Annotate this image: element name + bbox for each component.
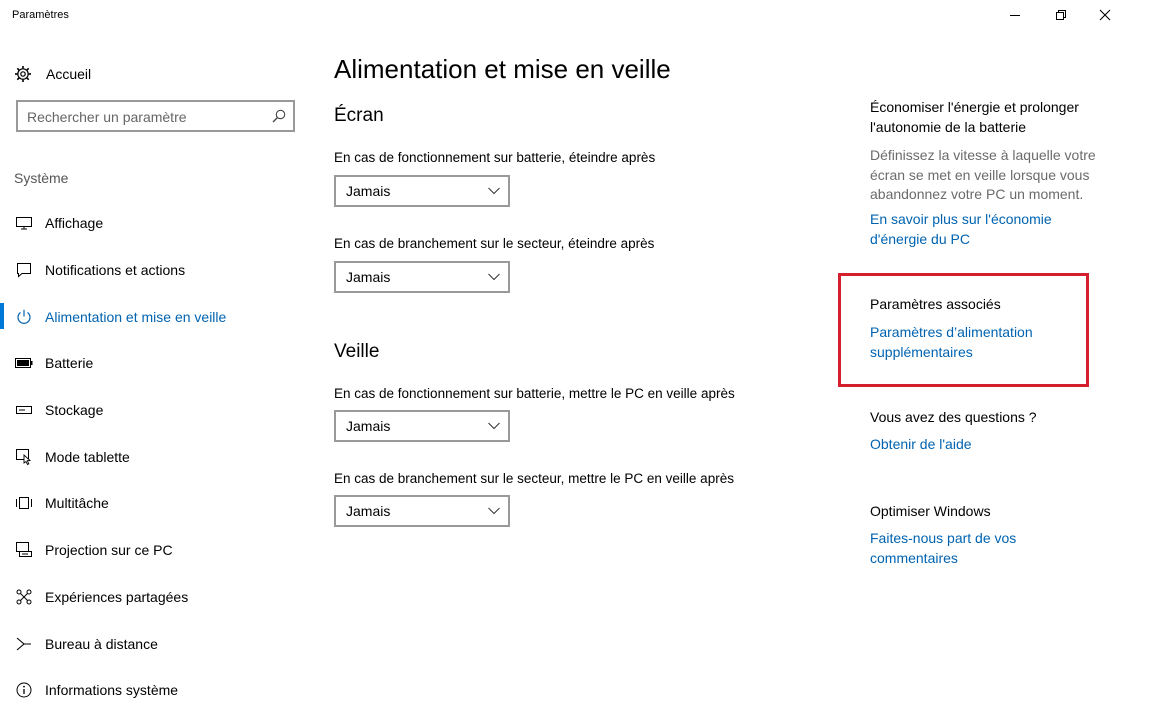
- related-settings-heading: Paramètres associés: [870, 296, 1001, 312]
- sidebar-item-label: Notifications et actions: [45, 262, 186, 279]
- page-title: Alimentation et mise en veille: [334, 54, 671, 84]
- energy-desc-line1: Définissez la vitesse à laquelle votre: [870, 147, 1096, 163]
- shared-experiences-icon: [15, 588, 33, 606]
- remote-desktop-icon: [15, 635, 33, 653]
- sidebar-item-experiences[interactable]: [0, 574, 310, 621]
- sidebar-item-notifications[interactable]: [0, 247, 310, 294]
- screen-plugged-select[interactable]: [334, 261, 510, 293]
- sleep-battery-select[interactable]: [334, 410, 510, 442]
- additional-power-settings-link-line2[interactable]: supplémentaires: [870, 344, 973, 360]
- close-icon: [1099, 9, 1111, 21]
- home-link[interactable]: [14, 62, 91, 86]
- restore-icon: [1055, 9, 1067, 21]
- minimize-icon: [1009, 9, 1021, 21]
- energy-heading-line1: Économiser l'énergie et prolonger: [870, 99, 1079, 115]
- feedback-link-line2[interactable]: commentaires: [870, 550, 958, 566]
- section-label: Système: [14, 170, 69, 186]
- sidebar-item-label: Mode tablette: [45, 448, 130, 465]
- sidebar-item-label: Informations système: [45, 682, 179, 699]
- sidebar-item-label: Expériences partagées: [45, 588, 189, 605]
- sidebar-nav: [0, 200, 310, 708]
- projection-icon: [15, 541, 33, 559]
- sidebar-item-label: Batterie: [45, 355, 94, 372]
- chevron-down-icon: [488, 422, 500, 430]
- sidebar-item-label: Stockage: [45, 402, 104, 419]
- screen-plugged-label: En cas de branchement sur le secteur, éteindre après: [334, 236, 655, 251]
- screen-battery-select[interactable]: [334, 175, 510, 207]
- sidebar-item-affichage[interactable]: [0, 200, 310, 247]
- energy-learn-more-link-line1[interactable]: En savoir plus sur l'économie: [870, 211, 1052, 227]
- additional-power-settings-link-line1[interactable]: Paramètres d’alimentation: [870, 324, 1033, 340]
- sidebar-item-mode-tablette[interactable]: [0, 433, 310, 480]
- sleep-plugged-select[interactable]: [334, 495, 510, 527]
- sidebar-item-projection[interactable]: [0, 527, 310, 574]
- home-label: Accueil: [46, 66, 92, 82]
- multitasking-icon: [15, 494, 33, 512]
- screen-heading: Écran: [334, 105, 384, 126]
- sidebar-item-label: Bureau à distance: [45, 635, 158, 652]
- optimize-heading: Optimiser Windows: [870, 503, 991, 519]
- tablet-mode-icon: [15, 448, 33, 466]
- sidebar-item-multitache[interactable]: [0, 480, 310, 527]
- sidebar-item-label: Projection sur ce PC: [45, 542, 173, 559]
- energy-learn-more-link-line2[interactable]: d'énergie du PC: [870, 231, 970, 247]
- sidebar-item-stockage[interactable]: [0, 387, 310, 434]
- chevron-down-icon: [488, 507, 500, 515]
- get-help-link[interactable]: Obtenir de l'aide: [870, 436, 972, 452]
- chevron-down-icon: [488, 187, 500, 195]
- sidebar: [0, 32, 310, 708]
- close-button[interactable]: [1082, 0, 1128, 30]
- questions-heading: Vous avez des questions ?: [870, 409, 1037, 425]
- energy-desc-line2: écran se met en veille lorsque vous: [870, 167, 1090, 183]
- sidebar-item-label: Multitâche: [45, 495, 109, 512]
- energy-heading-line2: l'autonomie de la batterie: [870, 119, 1026, 135]
- battery-icon: [15, 354, 33, 372]
- power-icon: [15, 308, 33, 326]
- restore-button[interactable]: [1038, 0, 1084, 30]
- notification-icon: [15, 261, 33, 279]
- minimize-button[interactable]: [992, 0, 1038, 30]
- select-value: Jamais: [346, 503, 391, 519]
- sidebar-item-label: Alimentation et mise en veille: [45, 308, 227, 325]
- sidebar-item-informations[interactable]: [0, 667, 310, 708]
- energy-desc-line3: abandonnez votre PC un moment.: [870, 186, 1084, 202]
- select-value: Jamais: [346, 183, 391, 199]
- sleep-plugged-label: En cas de branchement sur le secteur, mettre le PC en veille après: [334, 471, 734, 486]
- sidebar-item-alimentation[interactable]: [0, 293, 310, 340]
- sleep-battery-label: En cas de fonctionnement sur batterie, mettre le PC en veille après: [334, 386, 735, 401]
- search-placeholder: Rechercher un paramètre: [27, 109, 187, 125]
- info-icon: [15, 681, 33, 699]
- sidebar-item-label: Affichage: [45, 215, 104, 232]
- storage-icon: [15, 401, 33, 419]
- select-value: Jamais: [346, 418, 391, 434]
- sidebar-item-bureau-distance[interactable]: [0, 620, 310, 667]
- display-icon: [15, 214, 33, 232]
- search-icon[interactable]: [271, 108, 287, 124]
- title-bar: [0, 0, 1150, 32]
- sidebar-item-batterie[interactable]: [0, 340, 310, 387]
- sleep-heading: Veille: [334, 341, 380, 362]
- screen-battery-label: En cas de fonctionnement sur batterie, éteindre après: [334, 150, 656, 165]
- feedback-link-line1[interactable]: Faites-nous part de vos: [870, 530, 1017, 546]
- gear-icon: [14, 65, 32, 83]
- highlight-annotation-box: [838, 273, 1089, 387]
- chevron-down-icon: [488, 273, 500, 281]
- select-value: Jamais: [346, 269, 391, 285]
- search-input[interactable]: [16, 100, 295, 132]
- window-title: Paramètres: [12, 9, 69, 21]
